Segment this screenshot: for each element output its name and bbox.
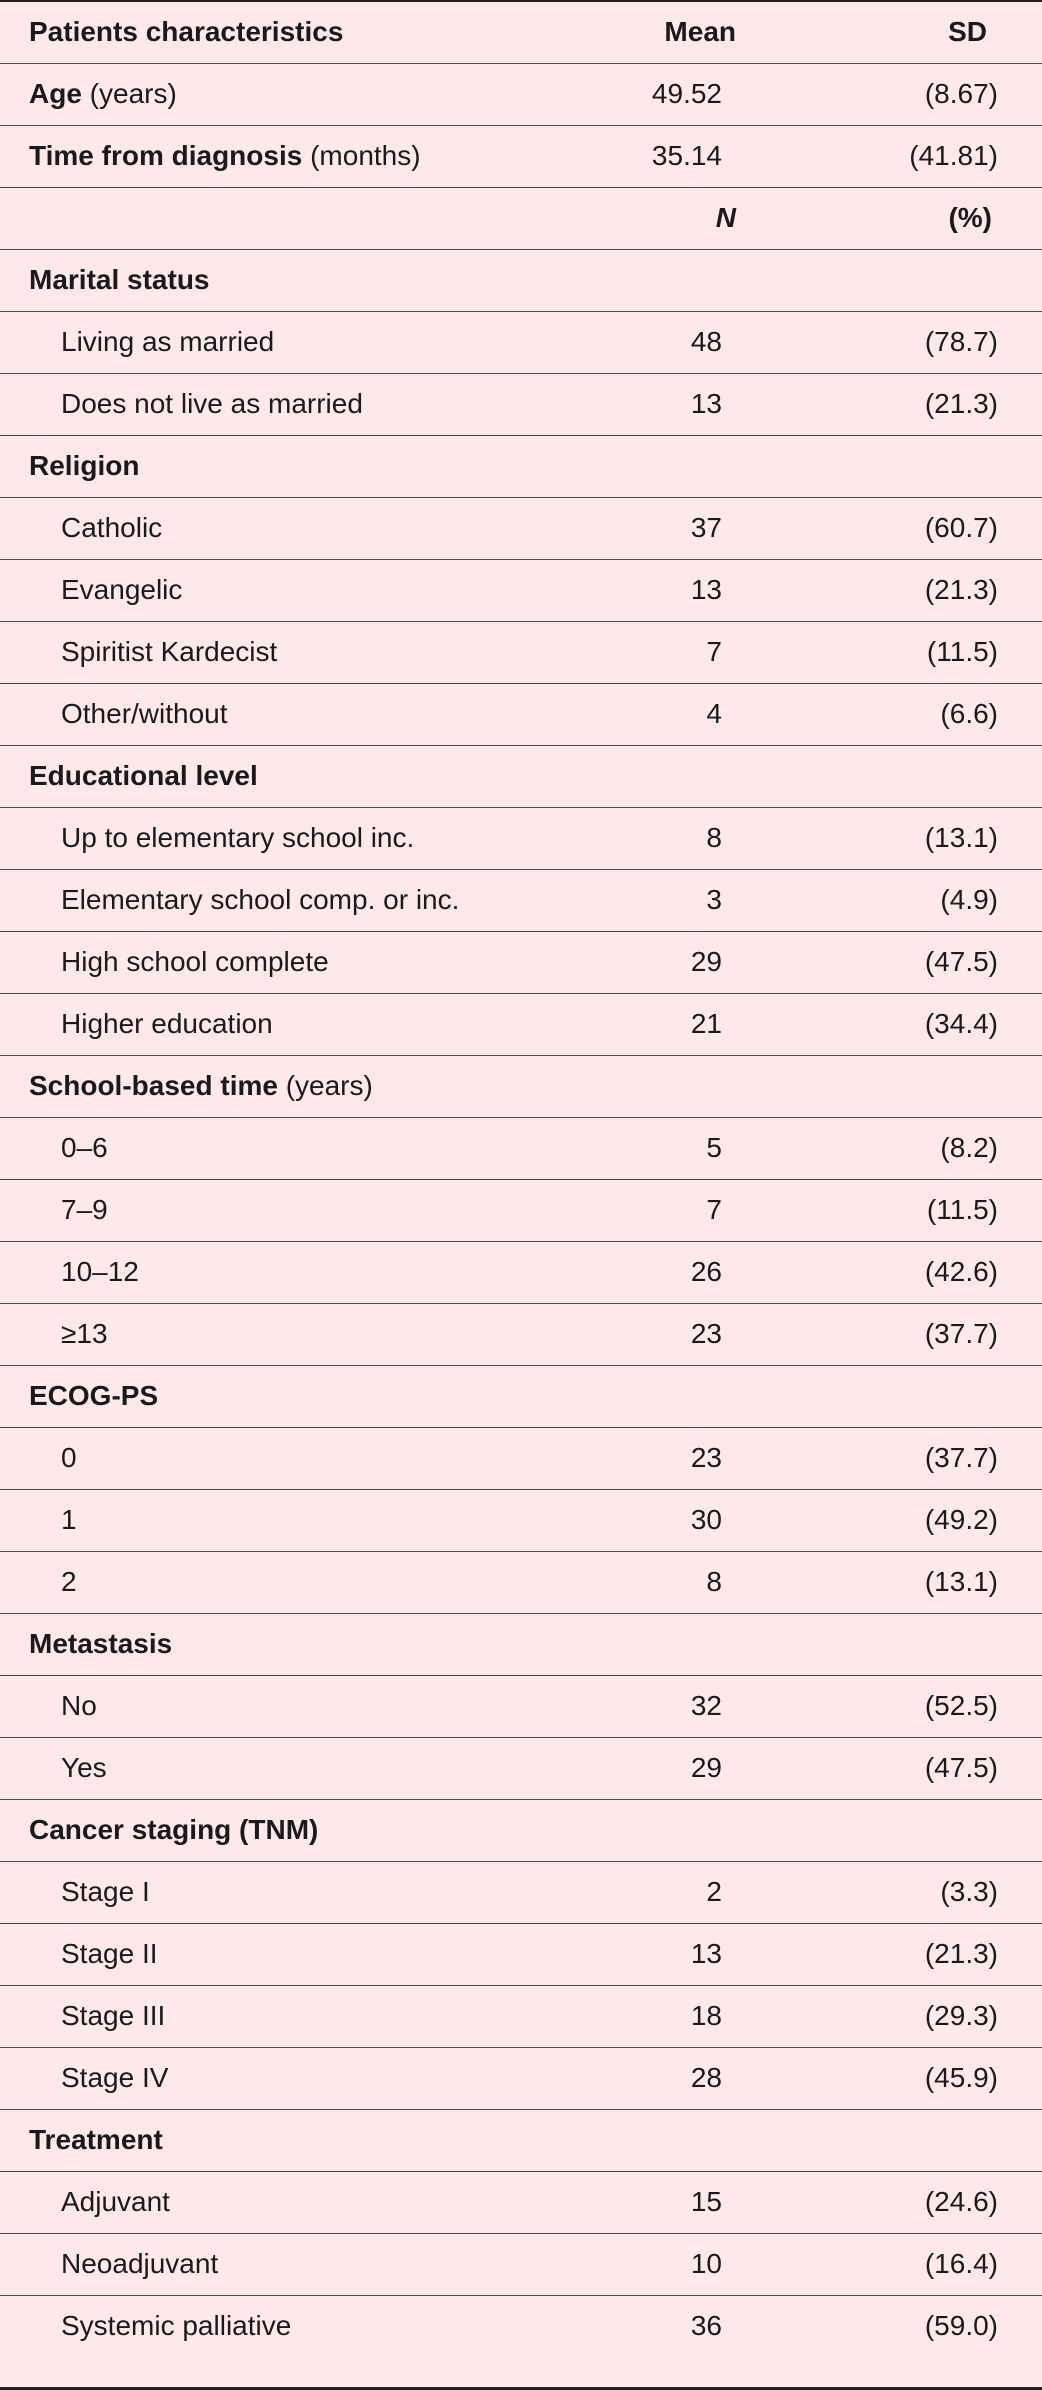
item-percent: (52.5)	[924, 1690, 998, 1721]
item-n: 48	[690, 326, 722, 357]
item-percent: (21.3)	[924, 574, 998, 605]
table-row	[0, 1552, 1042, 1614]
item-n: 2	[706, 1876, 722, 1907]
table-row	[0, 870, 1042, 932]
category-groups	[0, 250, 1042, 2358]
item-n: 13	[690, 574, 722, 605]
item-label: High school complete	[61, 946, 329, 977]
header-sd: SD	[948, 16, 987, 47]
group-title: Marital status	[29, 264, 210, 295]
table-row	[0, 994, 1042, 1056]
item-n: 13	[690, 1938, 722, 1969]
time-from-diagnosis-unit: (months)	[302, 140, 421, 171]
item-percent: (59.0)	[924, 2310, 998, 2341]
item-label: Stage II	[61, 1938, 158, 1969]
group-row-school-based-time	[0, 1056, 1042, 1118]
item-label: 7–9	[61, 1194, 108, 1225]
age-mean: 49.52	[651, 78, 722, 109]
table-row	[0, 498, 1042, 560]
item-percent: (47.5)	[924, 1752, 998, 1783]
table-row	[0, 1180, 1042, 1242]
table-row	[0, 932, 1042, 994]
table-row	[0, 622, 1042, 684]
item-n: 10	[690, 2248, 722, 2279]
item-n: 26	[690, 1256, 722, 1287]
group-row-treatment	[0, 2110, 1042, 2172]
time-from-diagnosis-label: Time from diagnosis	[29, 140, 303, 171]
item-label: Elementary school comp. or inc.	[61, 884, 460, 915]
group-row-marital-status	[0, 250, 1042, 312]
group-row-religion	[0, 436, 1042, 498]
subheader-n: N	[715, 202, 736, 233]
subheader-percent: (%)	[948, 202, 992, 233]
item-percent: (60.7)	[924, 512, 998, 543]
item-percent: (37.7)	[924, 1442, 998, 1473]
item-n: 29	[690, 1752, 722, 1783]
item-n: 30	[690, 1504, 722, 1535]
item-percent: (34.4)	[924, 1008, 998, 1039]
table-row	[0, 312, 1042, 374]
group-label-metastasis	[29, 1614, 172, 1674]
item-label: Higher education	[61, 1008, 273, 1039]
item-label: Systemic palliative	[61, 2310, 292, 2341]
table-row	[0, 2296, 1042, 2358]
item-percent: (16.4)	[924, 2248, 998, 2279]
item-percent: (47.5)	[924, 946, 998, 977]
row-time-from-diagnosis	[0, 126, 1042, 188]
item-percent: (21.3)	[924, 388, 998, 419]
item-label: 0–6	[61, 1132, 108, 1163]
group-unit: (years)	[277, 1070, 373, 1101]
item-percent: (21.3)	[924, 1938, 998, 1969]
group-title: ECOG-PS	[29, 1380, 159, 1411]
row-time-label	[29, 126, 421, 186]
item-label: Stage IV	[61, 2062, 169, 2093]
header-characteristics: Patients characteristics	[29, 16, 344, 47]
item-percent: (49.2)	[924, 1504, 998, 1535]
item-label: Evangelic	[61, 574, 183, 605]
group-label-cancer-staging-tnm	[29, 1800, 318, 1860]
table-row	[0, 560, 1042, 622]
time-from-diagnosis-sd: (41.81)	[909, 140, 998, 171]
table-row	[0, 2172, 1042, 2234]
item-label: 10–12	[61, 1256, 139, 1287]
table-row	[0, 1304, 1042, 1366]
group-label-school-based-time	[29, 1056, 373, 1116]
item-label: Adjuvant	[61, 2186, 170, 2217]
item-label: Neoadjuvant	[61, 2248, 219, 2279]
table-row	[0, 808, 1042, 870]
table-row	[0, 374, 1042, 436]
time-from-diagnosis-mean: 35.14	[651, 140, 722, 171]
item-percent: (6.6)	[940, 698, 998, 729]
item-percent: (42.6)	[924, 1256, 998, 1287]
item-n: 8	[706, 1566, 722, 1597]
group-title: Metastasis	[29, 1628, 173, 1659]
item-label: Other/without	[61, 698, 228, 729]
item-n: 7	[706, 1194, 722, 1225]
group-label-treatment	[29, 2110, 163, 2170]
table-row	[0, 684, 1042, 746]
item-percent: (4.9)	[940, 884, 998, 915]
table-row	[0, 1242, 1042, 1304]
group-label-marital-status	[29, 250, 210, 310]
item-n: 18	[690, 2000, 722, 2031]
item-label: Yes	[61, 1752, 107, 1783]
item-percent: (78.7)	[924, 326, 998, 357]
group-label-religion	[29, 436, 139, 496]
item-n: 23	[690, 1442, 722, 1473]
item-label: Up to elementary school inc.	[61, 822, 415, 853]
item-label: Spiritist Kardecist	[61, 636, 278, 667]
table-row	[0, 1986, 1042, 2048]
item-n: 37	[690, 512, 722, 543]
item-n: 3	[706, 884, 722, 915]
item-n: 32	[690, 1690, 722, 1721]
item-label: 0	[61, 1442, 77, 1473]
table-row	[0, 1428, 1042, 1490]
group-title: Religion	[29, 450, 140, 481]
item-percent: (11.5)	[926, 636, 998, 667]
table-row	[0, 1862, 1042, 1924]
item-percent: (11.5)	[926, 1194, 998, 1225]
item-n: 21	[690, 1008, 722, 1039]
table-row	[0, 1490, 1042, 1552]
item-percent: (3.3)	[940, 1876, 998, 1907]
subheader-row	[0, 188, 1042, 250]
item-n: 7	[706, 636, 722, 667]
item-percent: (13.1)	[924, 822, 998, 853]
table-row	[0, 2048, 1042, 2110]
item-n: 13	[690, 388, 722, 419]
group-label-ecog-ps	[29, 1366, 158, 1426]
item-label: Does not live as married	[61, 388, 363, 419]
item-n: 8	[706, 822, 722, 853]
group-row-metastasis	[0, 1614, 1042, 1676]
item-n: 15	[690, 2186, 722, 2217]
group-row-cancer-staging-tnm	[0, 1800, 1042, 1862]
item-percent: (8.2)	[940, 1132, 998, 1163]
item-label: Catholic	[61, 512, 163, 543]
age-sd: (8.67)	[924, 78, 998, 109]
group-row-ecog-ps	[0, 1366, 1042, 1428]
age-label: Age	[29, 78, 82, 109]
age-unit: (years)	[81, 78, 177, 109]
item-label: 2	[61, 1566, 77, 1597]
item-label: 1	[61, 1504, 77, 1535]
table-row	[0, 1738, 1042, 1800]
item-n: 29	[690, 946, 722, 977]
group-row-educational-level	[0, 746, 1042, 808]
group-title: School-based time	[29, 1070, 278, 1101]
item-label: ≥13	[61, 1318, 108, 1349]
item-percent: (45.9)	[924, 2062, 998, 2093]
group-title: Treatment	[29, 2124, 163, 2155]
table-header-row	[0, 2, 1042, 64]
item-n: 23	[690, 1318, 722, 1349]
table-row	[0, 1118, 1042, 1180]
header-mean: Mean	[664, 16, 736, 47]
group-title: Educational level	[29, 760, 258, 791]
item-n: 5	[706, 1132, 722, 1163]
item-label: No	[61, 1690, 97, 1721]
item-percent: (37.7)	[924, 1318, 998, 1349]
item-label: Stage III	[61, 2000, 166, 2031]
group-label-educational-level	[29, 746, 258, 806]
item-n: 36	[690, 2310, 722, 2341]
item-label: Living as married	[61, 326, 275, 357]
item-label: Stage I	[61, 1876, 150, 1907]
row-age-label	[29, 64, 177, 124]
item-percent: (24.6)	[924, 2186, 998, 2217]
table-row	[0, 1676, 1042, 1738]
table-row	[0, 1924, 1042, 1986]
item-n: 4	[706, 698, 722, 729]
row-age	[0, 64, 1042, 126]
table-row	[0, 2234, 1042, 2296]
item-percent: (29.3)	[924, 2000, 998, 2031]
item-percent: (13.1)	[924, 1566, 998, 1597]
group-title: Cancer staging (TNM)	[29, 1814, 319, 1845]
item-n: 28	[690, 2062, 722, 2093]
